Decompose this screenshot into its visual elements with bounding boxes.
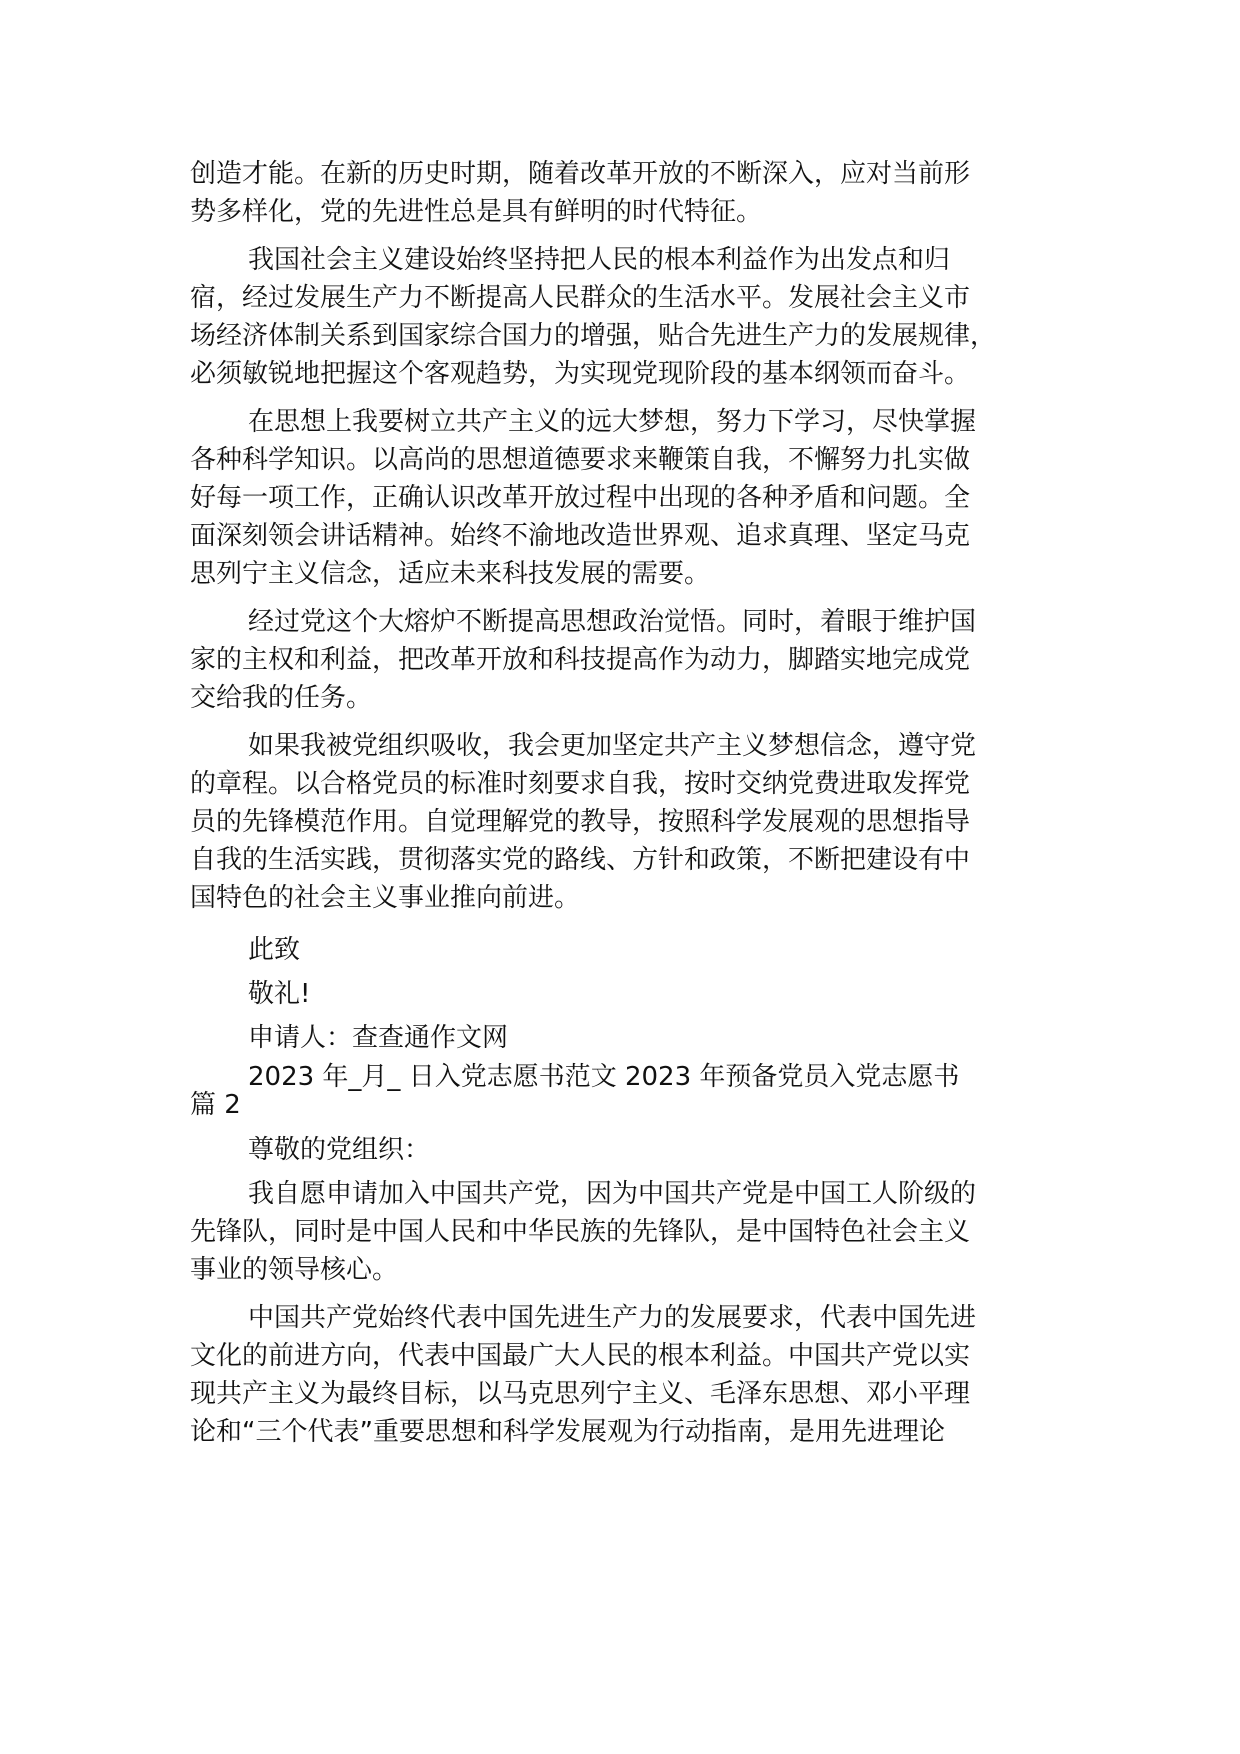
paragraph-7 bbox=[190, 1299, 1070, 1451]
applicant-signature: 申请人：查查通作文网 bbox=[248, 1023, 509, 1053]
greeting: 尊敬的党组织： bbox=[248, 1135, 431, 1165]
closing-block bbox=[190, 931, 1070, 1169]
text-line: 自我的生活实践，贯彻落实党的路线、方针和政策，不断把建设有中 bbox=[190, 845, 971, 875]
text-line: 思列宁主义信念，适应未来科技发展的需要。 bbox=[190, 559, 711, 589]
text-line: 家的主权和利益，把改革开放和科技提高作为动力，脚踏实地完成党 bbox=[190, 645, 971, 675]
section-heading-line-2: 篇 2 bbox=[190, 1090, 241, 1120]
text-line: 各种科学知识。以高尚的思想道德要求来鞭策自我，不懈努力扎实做 bbox=[190, 445, 971, 475]
text-line: 创造才能。在新的历史时期，随着改革开放的不断深入，应对当前形 bbox=[190, 159, 971, 189]
text-line: 宿，经过发展生产力不断提高人民群众的生活水平。发展社会主义市 bbox=[190, 283, 971, 313]
regards: 敬礼! bbox=[248, 979, 311, 1009]
text-line: 我自愿申请加入中国共产党，因为中国共产党是中国工人阶级的 bbox=[248, 1179, 977, 1209]
text-line: 论和“三个代表”重要思想和科学发展观为行动指南，是用先进理论 bbox=[190, 1417, 945, 1447]
paragraph-4 bbox=[190, 603, 1070, 717]
text-line: 如果我被党组织吸收，我会更加坚定共产主义梦想信念，遵守党 bbox=[248, 731, 977, 761]
text-line: 国特色的社会主义事业推向前进。 bbox=[190, 883, 581, 913]
section-heading-line-1: 2023 年_月_ 日入党志愿书范文 2023 年预备党员入党志愿书 bbox=[248, 1062, 960, 1092]
paragraph-5 bbox=[190, 727, 1070, 917]
paragraph-3 bbox=[190, 403, 1070, 593]
salutation: 此致 bbox=[248, 935, 301, 965]
text-line: 经过党这个大熔炉不断提高思想政治觉悟。同时，着眼于维护国 bbox=[248, 607, 977, 637]
text-line: 在思想上我要树立共产主义的远大梦想，努力下学习，尽快掌握 bbox=[248, 407, 977, 437]
text-line: 事业的领导核心。 bbox=[190, 1255, 399, 1285]
text-line: 场经济体制关系到国家综合国力的增强，贴合先进生产力的发展规律， bbox=[190, 321, 997, 351]
text-line: 中国共产党始终代表中国先进生产力的发展要求，代表中国先进 bbox=[248, 1303, 977, 1333]
text-line: 好每一项工作，正确认识改革开放过程中出现的各种矛盾和问题。全 bbox=[190, 483, 971, 513]
text-line: 先锋队，同时是中国人民和中华民族的先锋队，是中国特色社会主义 bbox=[190, 1217, 971, 1247]
text-line: 面深刻领会讲话精神。始终不渝地改造世界观、追求真理、坚定马克 bbox=[190, 521, 971, 551]
paragraph-2 bbox=[190, 241, 1070, 393]
text-line: 必须敏锐地把握这个客观趋势，为实现党现阶段的基本纲领而奋斗。 bbox=[190, 359, 971, 389]
text-line: 现共产主义为最终目标，以马克思列宁主义、毛泽东思想、邓小平理 bbox=[190, 1379, 971, 1409]
text-line: 交给我的任务。 bbox=[190, 683, 373, 713]
text-line: 文化的前进方向，代表中国最广大人民的根本利益。中国共产党以实 bbox=[190, 1341, 971, 1371]
text-line: 员的先锋模范作用。自觉理解党的教导，按照科学发展观的思想指导 bbox=[190, 807, 971, 837]
text-line: 的章程。以合格党员的标准时刻要求自我，按时交纳党费进取发挥党 bbox=[190, 769, 971, 799]
text-line: 势多样化，党的先进性总是具有鲜明的时代特征。 bbox=[190, 197, 763, 227]
text-line: 我国社会主义建设始终坚持把人民的根本利益作为出发点和归 bbox=[248, 245, 951, 275]
paragraph-1 bbox=[190, 155, 1070, 231]
document-body bbox=[190, 155, 1070, 1461]
paragraph-6 bbox=[190, 1175, 1070, 1289]
